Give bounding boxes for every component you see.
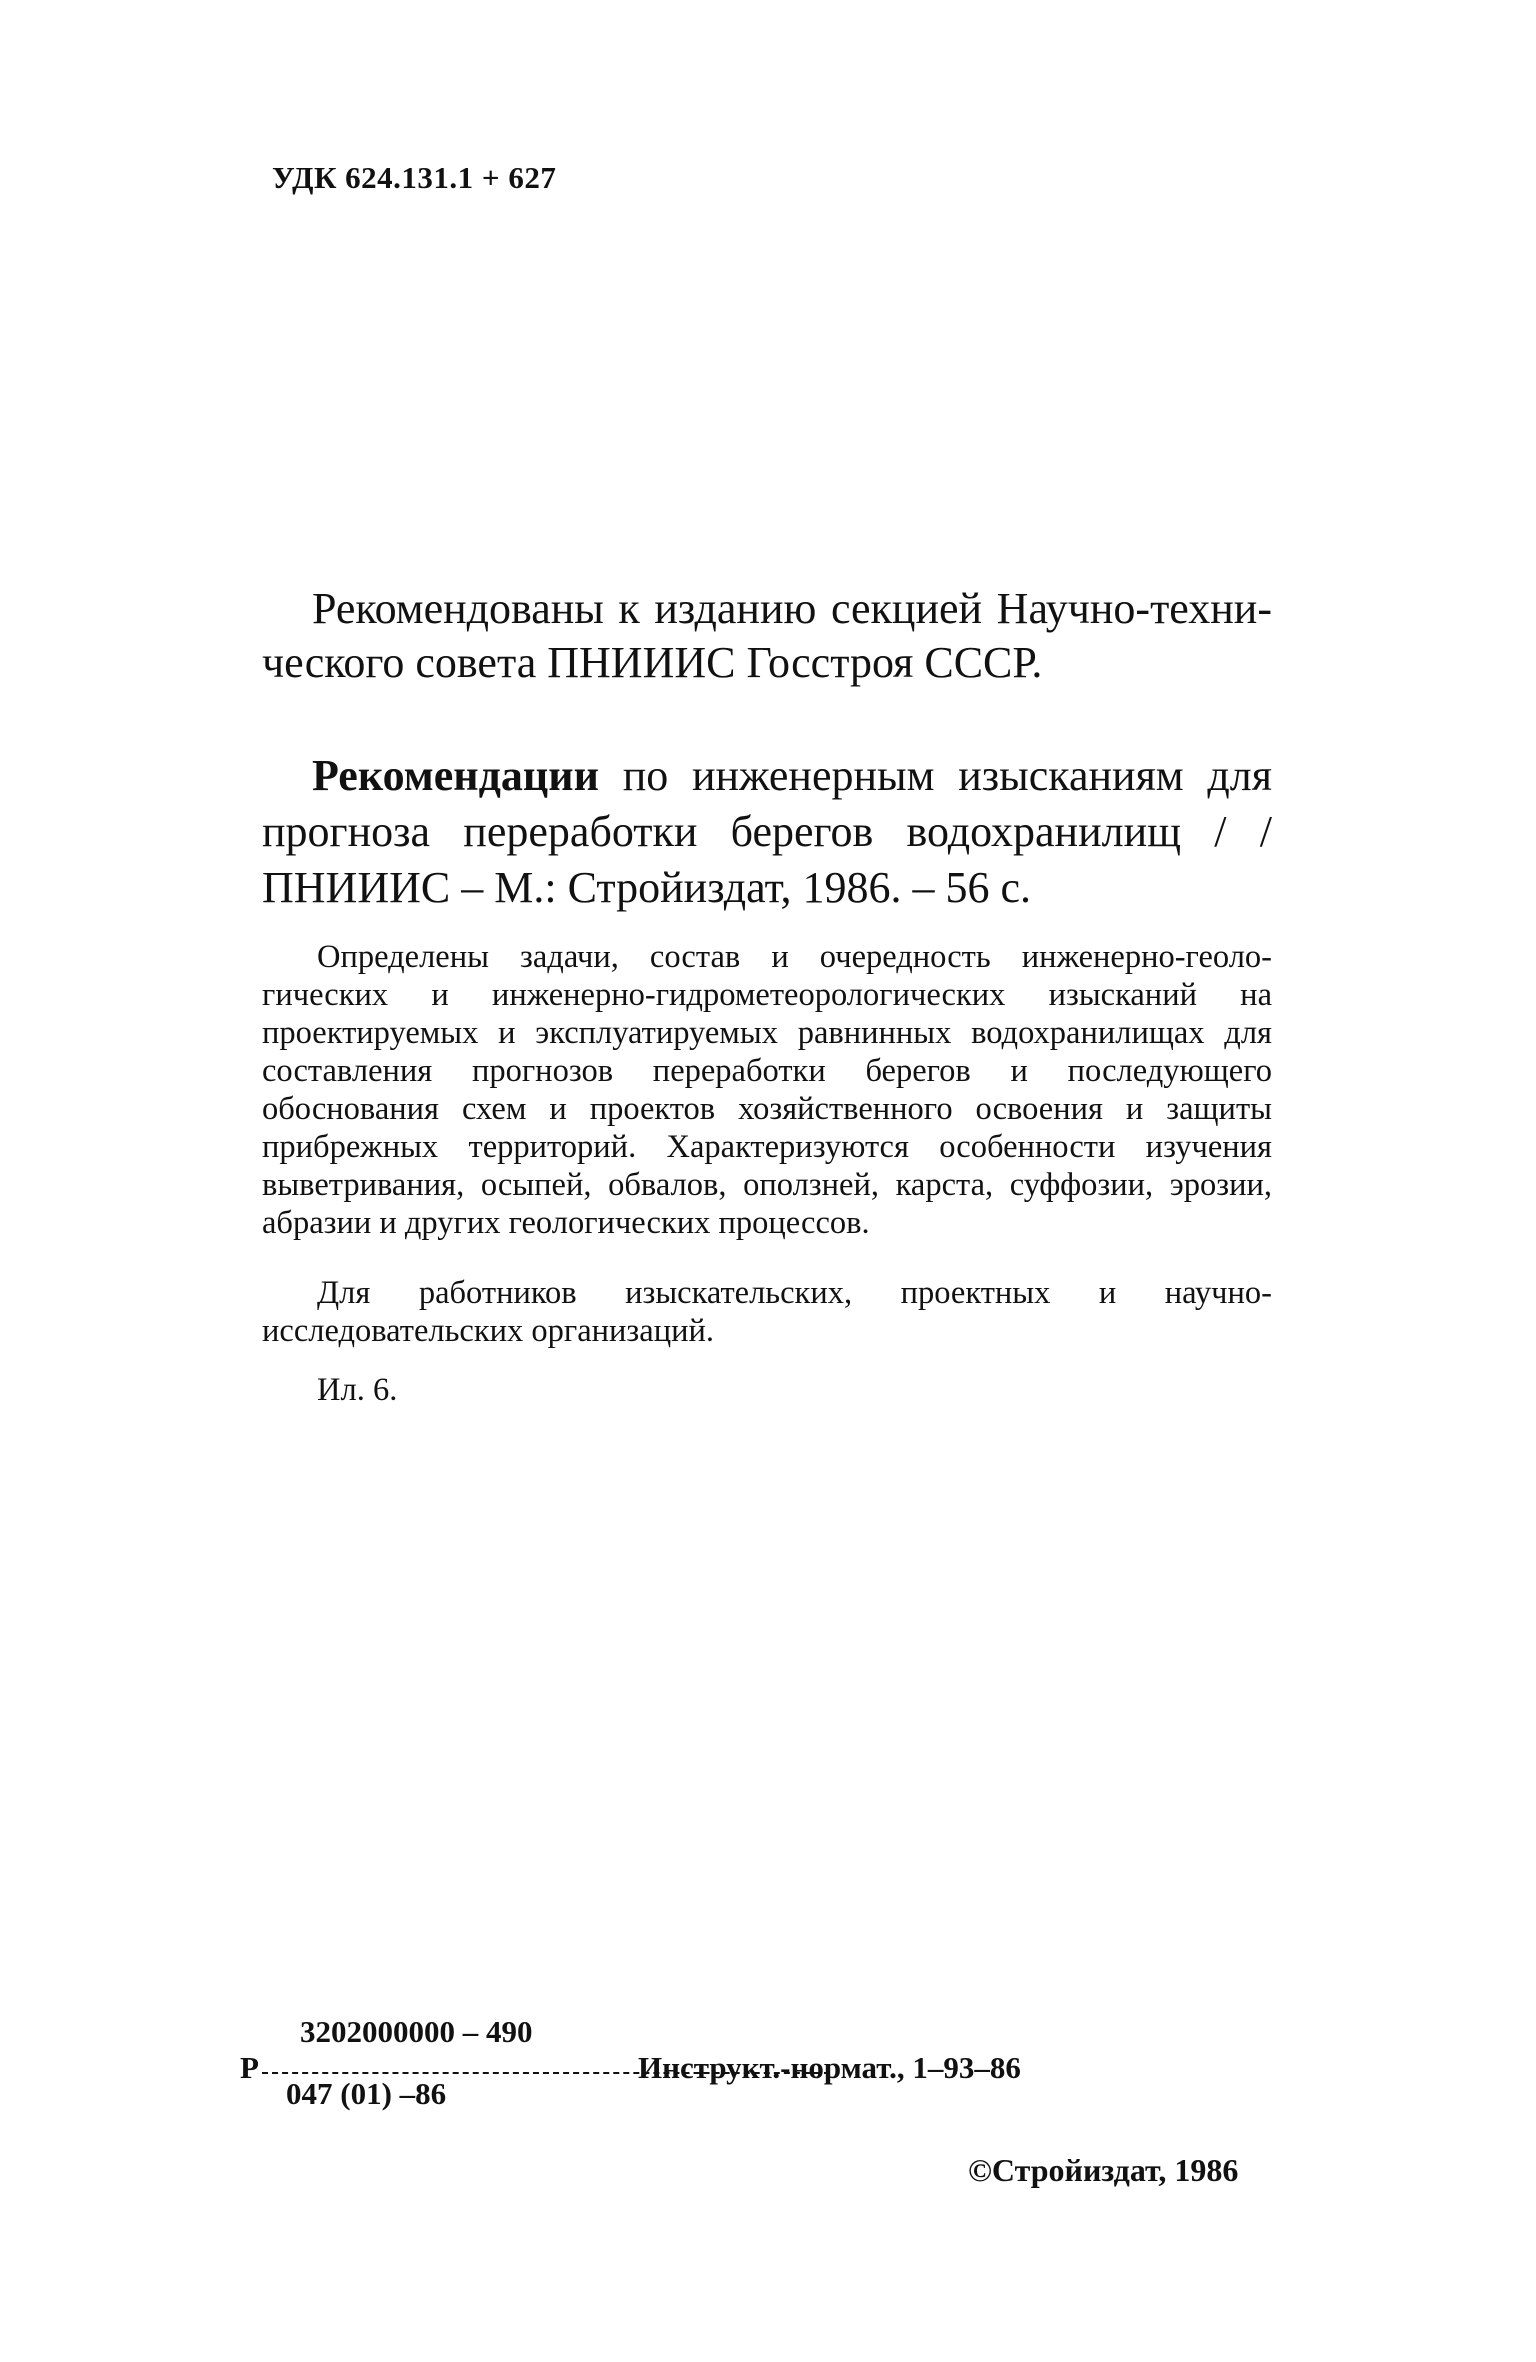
illustrations-count: Ил. 6. bbox=[317, 1372, 398, 1408]
bibliographic-details: по инженерным изысканиям для прогноза переработки берегов водохранилищ / /ПНИИИС – М.: Стройиздат, 1986. – 56 с. bbox=[262, 751, 1272, 912]
audience-note bbox=[262, 1274, 1272, 1350]
copyright-notice: ©Стройиздат, 1986 bbox=[968, 2152, 1239, 2188]
abstract bbox=[262, 938, 1272, 1242]
series-info: Инструкт.-нормат., 1–93–86 bbox=[638, 2050, 1021, 2085]
price-code-numerator: 3202000000 – 490 bbox=[300, 2014, 533, 2049]
abstract-text: Определены задачи, состав и очередность инженерно-геологических и инженерно-гидрометеорологических изысканий на проектируемых и эксплуатируемых равнинных водохранилищах для составления прогнозов переработки берегов и последующего обоснования схем и проектов хозяйственного освоения и защиты прибрежных территорий. Характеризуются особенности изучения выветривания, осыпей, обвалов, оползней, карста, суффозии, эрозии, абразии и других геологических процессов. bbox=[262, 939, 1272, 1241]
audience-text: Для работников изыскательских, проектных и научно-исследовательских организаций. bbox=[262, 1275, 1272, 1349]
recommendation-note bbox=[262, 582, 1272, 690]
price-code-denominator: 047 (01) –86 bbox=[286, 2076, 447, 2111]
price-code bbox=[240, 2014, 1140, 2124]
bibliographic-reference bbox=[262, 748, 1272, 916]
bibliographic-title: Рекомендации bbox=[312, 751, 599, 800]
price-code-letter: Р bbox=[240, 2050, 259, 2085]
recommendation-text: Рекомендованы к изданию секцией Научно-технического совета ПНИИИС Госстроя СССР. bbox=[262, 584, 1272, 687]
udc-code: УДК 624.131.1 + 627 bbox=[272, 160, 557, 195]
